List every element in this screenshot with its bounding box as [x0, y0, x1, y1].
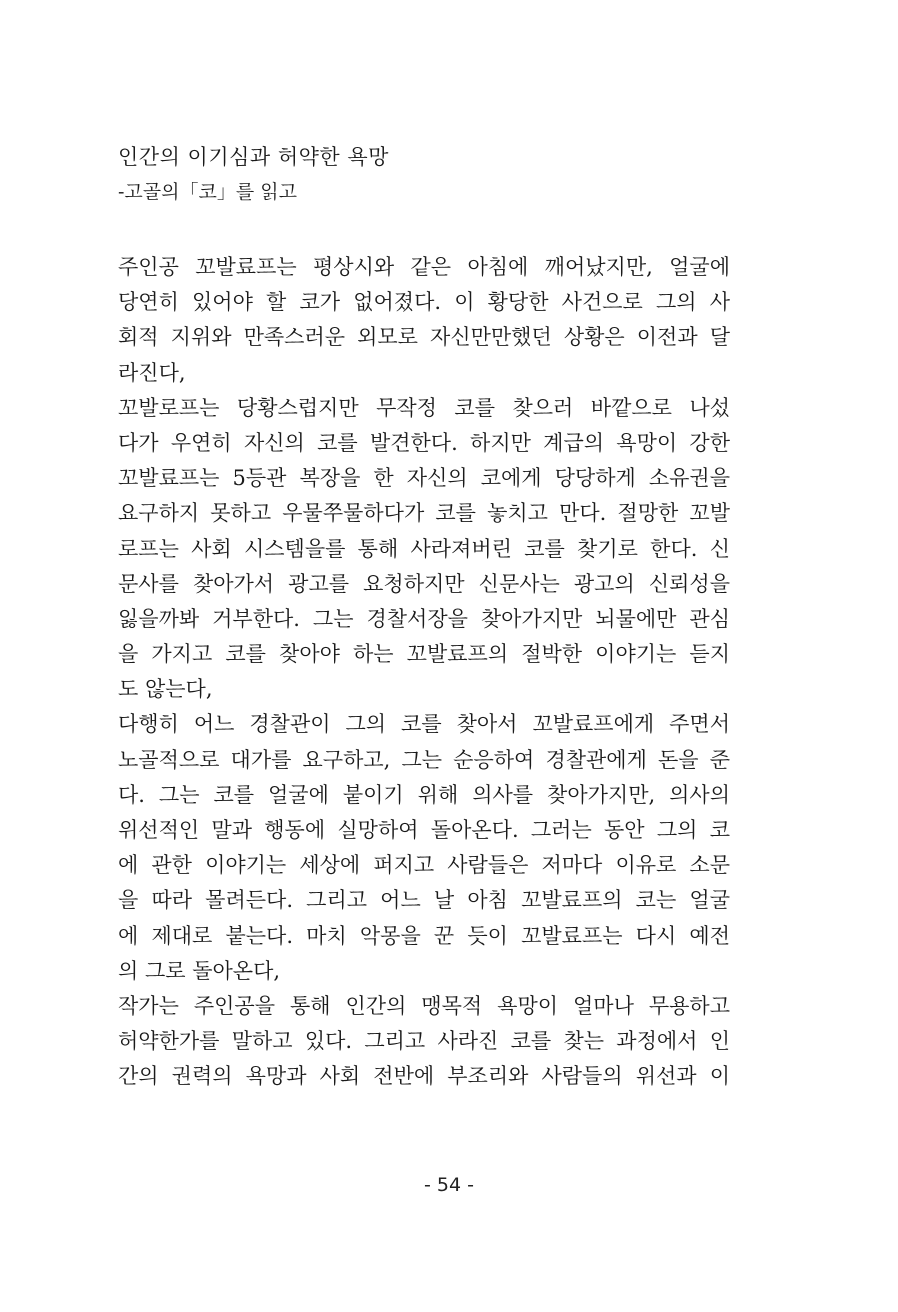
body-line: 의 그로 돌아온다,	[118, 958, 281, 983]
body-line: 간의 권력의 욕망과 사회 전반에 부조리와 사람들의 위선과 이	[118, 1064, 730, 1089]
body-line: 을 따라 몰려든다. 그리고 어느 날 아침 꼬발료프의 코는 얼굴	[118, 888, 730, 913]
essay-title: 인간의 이기심과 허약한 욕망	[118, 145, 389, 169]
body-line: 에 제대로 붙는다. 마치 악몽을 꾼 듯이 꼬발료프는 다시 예전	[118, 923, 730, 948]
body-line: 을 가지고 코를 찾아야 하는 꼬발료프의 절박한 이야기는 듣지	[118, 642, 730, 667]
body-line: 다. 그는 코를 얼굴에 붙이기 위해 의사를 찾아가지만, 의사의	[118, 782, 730, 807]
body-line: 당연히 있어야 할 코가 없어졌다. 이 황당한 사건으로 그의 사	[118, 290, 730, 315]
body-line: 다가 우연히 자신의 코를 발견한다. 하지만 계급의 욕망이 강한	[118, 430, 730, 455]
essay-subtitle: -고골의「코」를 읽고	[118, 181, 297, 203]
essay-body	[118, 250, 730, 1095]
body-line: 노골적으로 대가를 요구하고, 그는 순응하여 경찰관에게 돈을 준	[118, 747, 730, 772]
body-line: 에 관한 이야기는 세상에 퍼지고 사람들은 저마다 이유로 소문	[118, 853, 730, 878]
body-line: 요구하지 못하고 우물쭈물하다가 코를 놓치고 만다. 절망한 꼬발	[118, 501, 730, 526]
body-line: 다행히 어느 경찰관이 그의 코를 찾아서 꼬발료프에게 주면서	[118, 712, 730, 737]
body-line: 라진다,	[118, 360, 186, 385]
body-line: 주인공 꼬발료프는 평상시와 같은 아침에 깨어났지만, 얼굴에	[118, 255, 730, 279]
body-line: 작가는 주인공을 통해 인간의 맹목적 욕망이 얼마나 무용하고	[118, 993, 730, 1018]
body-line: 꼬발료프는 5등관 복장을 한 자신의 코에게 당당하게 소유권을	[118, 466, 730, 491]
body-line: 로프는 사회 시스템을를 통해 사라져버린 코를 찾기로 한다. 신	[118, 536, 730, 561]
body-line: 꼬발로프는 당황스럽지만 무작정 코를 찾으러 바깥으로 나섰	[118, 395, 730, 420]
body-line: 잃을까봐 거부한다. 그는 경찰서장을 찾아가지만 뇌물에만 관심	[118, 606, 730, 631]
body-line: 위선적인 말과 행동에 실망하여 돌아온다. 그러는 동안 그의 코	[118, 818, 730, 842]
page-number: - 54 -	[424, 1174, 474, 1196]
body-line: 문사를 찾아가서 광고를 요청하지만 신문사는 광고의 신뢰성을	[118, 571, 730, 596]
body-line: 도 않는다,	[118, 677, 213, 702]
body-line: 허약한가를 말하고 있다. 그리고 사라진 코를 찾는 과정에서 인	[118, 1029, 730, 1054]
body-line: 회적 지위와 만족스러운 외모로 자신만만했던 상황은 이전과 달	[118, 325, 730, 350]
